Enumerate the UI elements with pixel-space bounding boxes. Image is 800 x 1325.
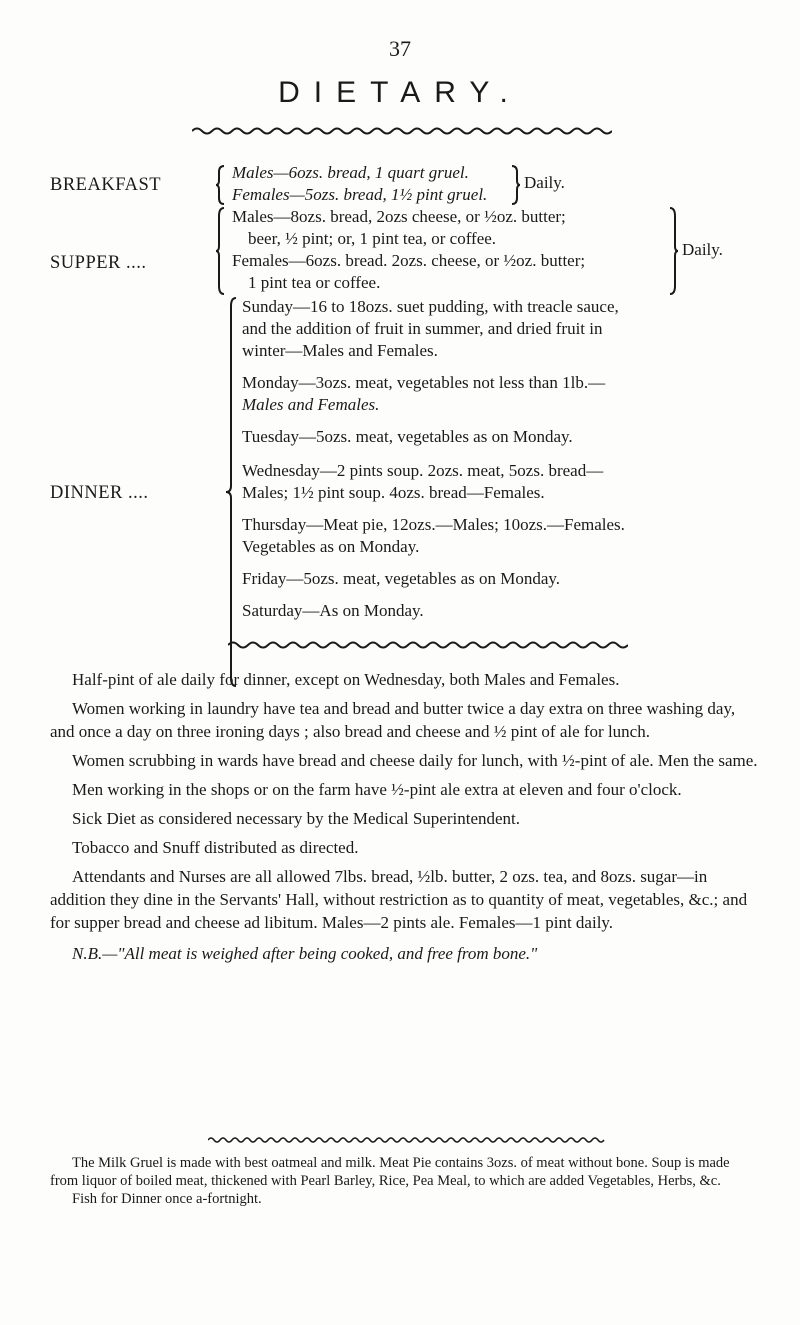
dinner-line-11: Friday—5ozs. meat, vegetables as on Monday.: [242, 569, 561, 588]
footnote-block: [50, 1154, 760, 1208]
breakfast-daily-note: Daily.: [524, 173, 565, 192]
breakfast-left-brace: [216, 164, 226, 206]
footnote-fish: Fish for Dinner once a-fortnight.: [72, 1191, 262, 1207]
paragraph-laundry: Women working in laundry have tea and bread and butter twice a day extra on three washing day, and once a day on three ironing days ; also bread and cheese and ½ pint of ale for lunch.: [50, 699, 736, 741]
top-wavy-rule: [192, 126, 612, 136]
paragraph-nb: N.B.—"All meat is weighed after being cooked, and free from bone.": [72, 944, 538, 963]
breakfast-line-2: Females—5ozs. bread, 1½ pint gruel.: [232, 185, 488, 204]
supper-daily-note: Daily.: [682, 240, 723, 259]
paragraph-ale: Half-pint of ale daily for dinner, except on Wednesday, both Males and Females.: [72, 670, 620, 689]
middle-wavy-rule: [228, 640, 628, 650]
breakfast-line-1: Males—6ozs. bread, 1 quart gruel.: [232, 163, 469, 182]
dinner-left-brace: [226, 296, 238, 688]
supper-line-1: Males—8ozs. bread, 2ozs cheese, or ½oz. butter;: [232, 207, 566, 226]
footnote-milk-gruel: The Milk Gruel is made with best oatmeal and milk. Meat Pie contains 3ozs. of meat without bone. Soup is made from liquor of boiled meat, thickened with Pearl Barley, Rice, Pea Meal, to which are added Vegetables, Herbs, &c.: [50, 1155, 730, 1189]
supper-right-brace: [668, 206, 678, 296]
breakfast-right-brace: [510, 164, 520, 206]
dinner-line-1: Sunday—16 to 18ozs. suet pudding, with treacle sauce,: [242, 297, 619, 316]
dinner-line-12: Saturday—As on Monday.: [242, 601, 424, 620]
page-number: 37: [389, 36, 411, 61]
dinner-line-6: Tuesday—5ozs. meat, vegetables as on Monday.: [242, 427, 573, 446]
paragraphs-block: [50, 668, 760, 971]
dinner-line-4: Monday—3ozs. meat, vegetables not less than 1lb.—: [242, 373, 606, 392]
breakfast-label: BREAKFAST: [50, 175, 162, 195]
dinner-line-8: Males; 1½ pint soup. 4ozs. bread—Females.: [242, 483, 545, 502]
dinner-line-3: winter—Males and Females.: [242, 341, 438, 360]
bottom-wavy-rule: [208, 1136, 608, 1144]
dinner-line-7: Wednesday—2 pints soup. 2ozs. meat, 5ozs. bread—: [242, 461, 604, 480]
supper-left-brace: [216, 206, 226, 296]
paragraph-shops-farm: Men working in the shops or on the farm have ½-pint ale extra at eleven and four o'clock.: [72, 780, 682, 799]
paragraph-sick-diet: Sick Diet as considered necessary by the Medical Superintendent.: [72, 809, 521, 828]
dinner-line-9: Thursday—Meat pie, 12ozs.—Males; 10ozs.—Females.: [242, 515, 625, 534]
supper-line-2: beer, ½ pint; or, 1 pint tea, or coffee.: [248, 229, 497, 248]
supper-label: SUPPER ....: [50, 253, 147, 273]
paragraph-tobacco: Tobacco and Snuff distributed as directed.: [72, 838, 359, 857]
dinner-line-5: Males and Females.: [242, 395, 380, 414]
dinner-label: DINNER ....: [50, 483, 149, 503]
supper-line-4: 1 pint tea or coffee.: [248, 273, 381, 292]
supper-line-3: Females—6ozs. bread. 2ozs. cheese, or ½oz. butter;: [232, 251, 586, 270]
page-title: DIETARY.: [278, 76, 522, 109]
dinner-line-10: Vegetables as on Monday.: [242, 537, 420, 556]
paragraph-attendants: Attendants and Nurses are all allowed 7lbs. bread, ½lb. butter, 2 ozs. tea, and 8ozs. sugar—in addition they dine in the Servants' Hall, without restriction as to quantity of meat, vegetables, &c.; and for supper bread and cheese ad libitum. Males—2 pints ale. Females—1 pint daily.: [50, 867, 748, 932]
paragraph-scrubbing: Women scrubbing in wards have bread and cheese daily for lunch, with ½-pint of ale. Men the same.: [72, 751, 758, 770]
dinner-line-2: and the addition of fruit in summer, and dried fruit in: [242, 319, 603, 338]
